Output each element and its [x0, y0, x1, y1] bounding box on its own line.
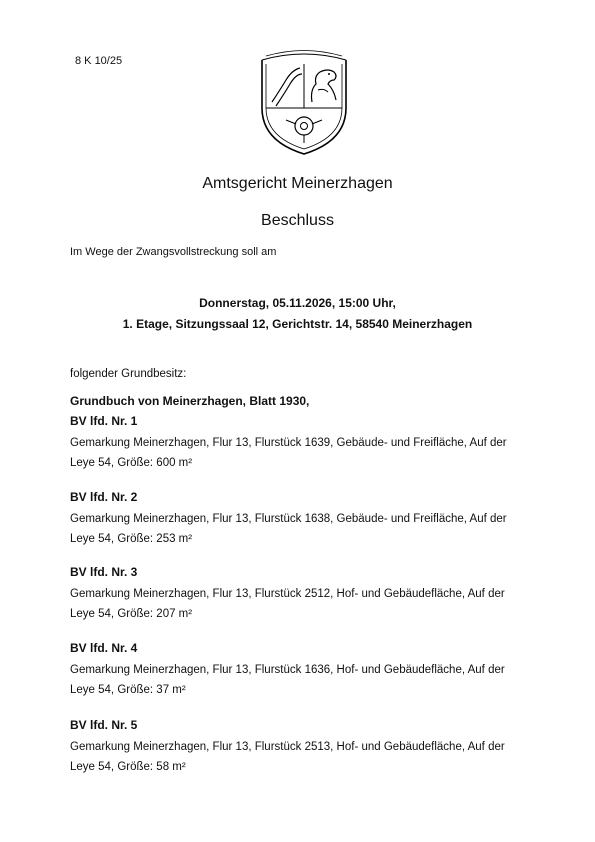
intro-text: Im Wege der Zwangsvollstreckung soll am	[70, 246, 277, 258]
appointment-date: Donnerstag, 05.11.2026, 15:00 Uhr,	[199, 296, 396, 310]
list-item	[70, 641, 525, 700]
list-item	[70, 490, 525, 549]
court-name: Amtsgericht Meinerzhagen	[202, 175, 393, 192]
list-item	[70, 565, 525, 624]
item-heading: BV lfd. Nr. 4	[70, 641, 138, 655]
item-heading: BV lfd. Nr. 5	[70, 718, 138, 732]
item-description: Gemarkung Meinerzhagen, Flur 13, Flurstück 1636, Hof- und Gebäudefläche, Auf der Leye 54, Größe: 37 m²	[70, 664, 505, 696]
appointment-location: 1. Etage, Sitzungssaal 12, Gerichtstr. 14, 58540 Meinerzhagen	[122, 317, 473, 331]
item-heading: BV lfd. Nr. 2	[70, 490, 138, 504]
coat-of-arms-icon	[256, 46, 352, 156]
document-title: Beschluss	[261, 212, 334, 229]
item-heading: BV lfd. Nr. 3	[70, 565, 138, 579]
case-number: 8 K 10/25	[75, 55, 123, 67]
property-label: folgender Grundbesitz:	[70, 368, 187, 380]
item-heading: BV lfd. Nr. 1	[70, 414, 138, 428]
item-description: Gemarkung Meinerzhagen, Flur 13, Flurstück 1639, Gebäude- und Freifläche, Auf der Leye 54, Größe: 600 m²	[70, 437, 507, 469]
land-register-entry: Grundbuch von Meinerzhagen, Blatt 1930,	[70, 394, 310, 408]
item-description: Gemarkung Meinerzhagen, Flur 13, Flurstück 2512, Hof- und Gebäudefläche, Auf der Leye 54, Größe: 207 m²	[70, 588, 505, 620]
list-item	[70, 414, 525, 473]
item-description: Gemarkung Meinerzhagen, Flur 13, Flurstück 2513, Hof- und Gebäudefläche, Auf der Leye 54, Größe: 58 m²	[70, 741, 505, 773]
item-description: Gemarkung Meinerzhagen, Flur 13, Flurstück 1638, Gebäude- und Freifläche, Auf der Leye 54, Größe: 253 m²	[70, 513, 507, 545]
list-item	[70, 718, 525, 777]
